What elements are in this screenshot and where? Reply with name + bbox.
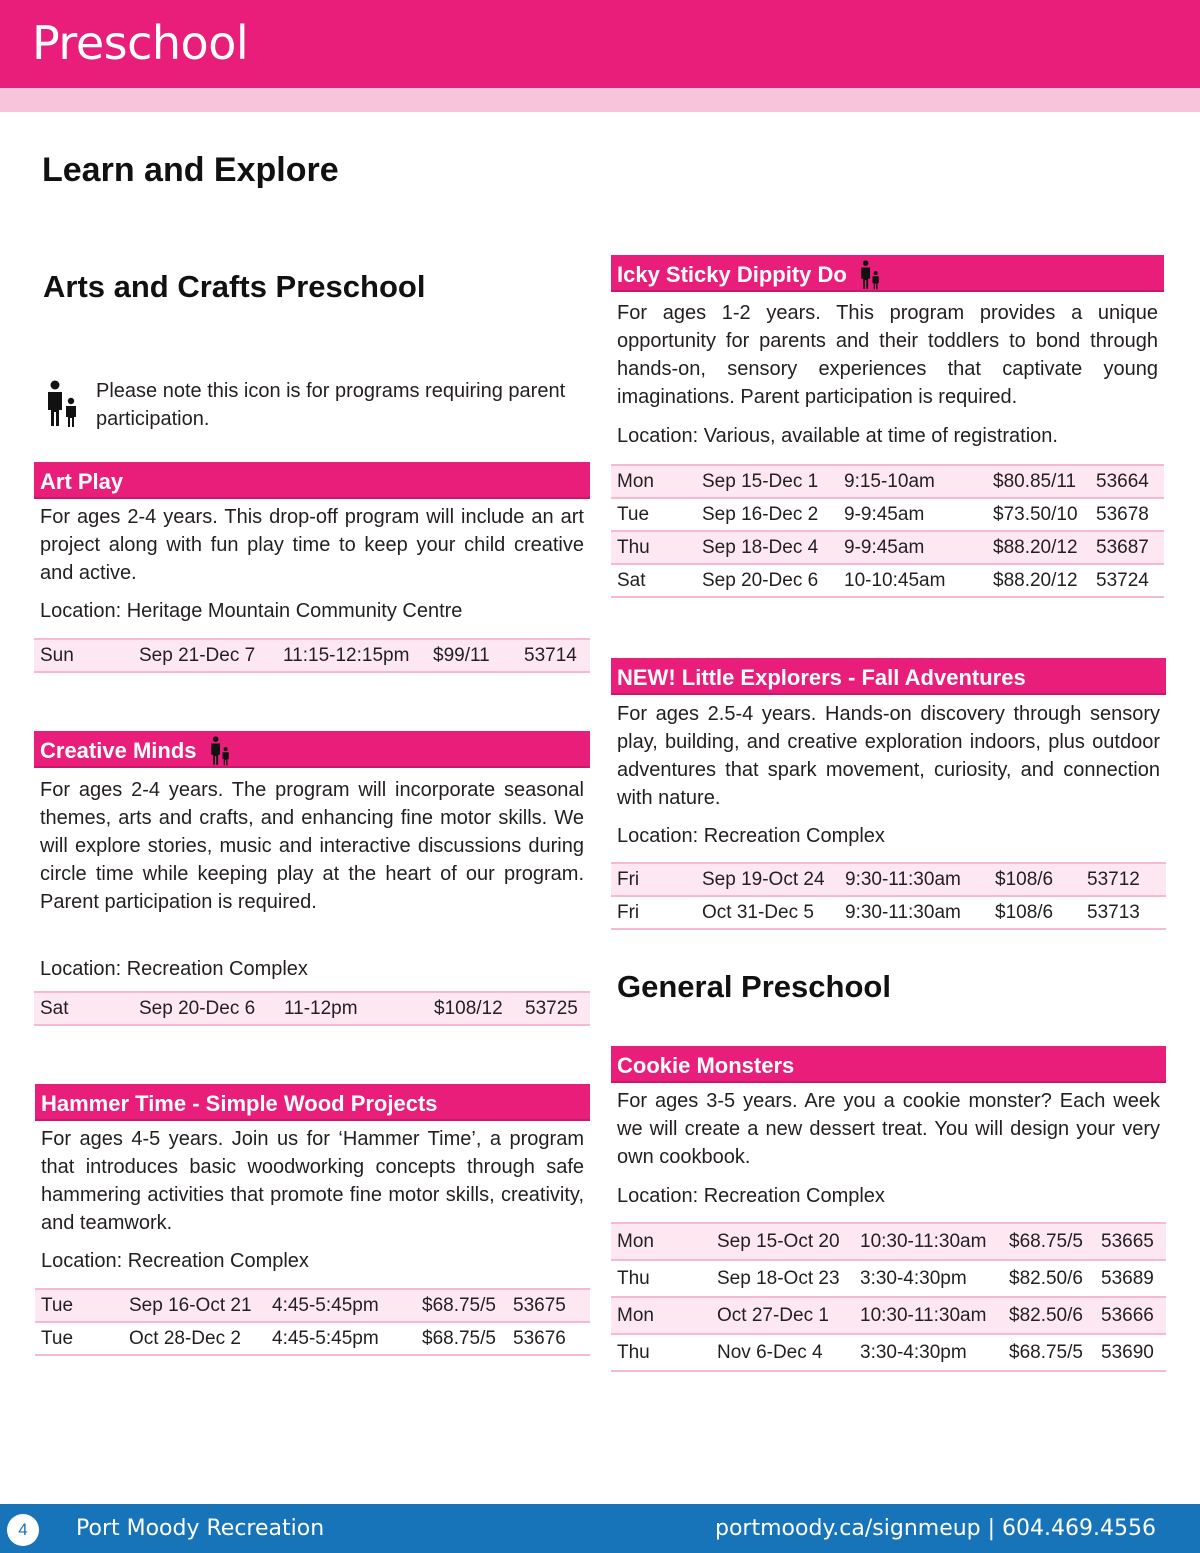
- schedule-table-icky-sticky: [611, 464, 1164, 598]
- program-location: Location: Various, available at time of registration.: [617, 425, 1058, 447]
- date-cell: Sep 18-Oct 23: [717, 1267, 840, 1289]
- price-cell: $108/6: [995, 868, 1054, 890]
- program-header-hammer-time: [35, 1084, 590, 1121]
- table-row: [611, 896, 1166, 929]
- day-cell: Thu: [617, 1341, 650, 1363]
- code-cell: 53665: [1101, 1230, 1154, 1252]
- time-cell: 3:30-4:30pm: [860, 1341, 967, 1363]
- program-title: Hammer Time - Simple Wood Projects: [41, 1091, 438, 1116]
- program-location: Location: Recreation Complex: [617, 1185, 885, 1207]
- price-cell: $108/12: [434, 997, 503, 1019]
- program-description: For ages 2.5-4 years. Hands-on discovery through sensory play, building, and creative exploration indoors, plus outdoor adventures that spark movement, curiosity, and connection with nature.: [617, 703, 1160, 809]
- date-cell: Sep 16-Oct 21: [129, 1294, 252, 1316]
- table-row: [611, 863, 1166, 896]
- price-cell: $68.75/5: [422, 1327, 496, 1349]
- price-cell: $68.75/5: [1009, 1341, 1083, 1363]
- day-cell: Mon: [617, 1230, 654, 1252]
- table-row: [611, 564, 1164, 597]
- time-cell: 3:30-4:30pm: [860, 1267, 967, 1289]
- program-title: Art Play: [40, 469, 124, 494]
- table-row: [611, 498, 1164, 531]
- schedule-table-cookie-monsters: [611, 1222, 1166, 1372]
- program-description: For ages 4-5 years. Join us for ‘Hammer Time’, a program that introduces basic woodworking concepts through safe hammering activities that promote fine motor skills, creativity, and teamwork.: [41, 1128, 584, 1234]
- program-header-little-explorers: [611, 658, 1166, 695]
- price-cell: $82.50/6: [1009, 1267, 1083, 1289]
- time-cell: 11-12pm: [284, 997, 358, 1019]
- header-strip: [0, 88, 1200, 112]
- code-cell: 53689: [1101, 1267, 1154, 1289]
- date-cell: Sep 20-Dec 6: [702, 569, 819, 591]
- program-description: For ages 3-5 years. Are you a cookie monster? Each week we will create a new dessert treat. You will design your very own cookbook.: [617, 1090, 1160, 1168]
- time-cell: 10:30-11:30am: [860, 1304, 987, 1326]
- program-header-art-play: [34, 462, 590, 499]
- day-cell: Sun: [40, 644, 74, 666]
- day-cell: Sat: [617, 569, 646, 591]
- section-title: Learn and Explore: [42, 151, 339, 189]
- table-row: [611, 1334, 1166, 1371]
- code-cell: 53712: [1087, 868, 1140, 890]
- schedule-table-art-play: [34, 638, 590, 673]
- parent-child-icon: [44, 380, 80, 428]
- parent-child-icon: [857, 260, 883, 290]
- program-header-icky-sticky: [611, 255, 1164, 292]
- table-row: [611, 531, 1164, 564]
- price-cell: $88.20/12: [993, 569, 1078, 591]
- day-cell: Thu: [617, 536, 650, 558]
- table-row: [611, 1260, 1166, 1297]
- schedule-table-little-explorers: [611, 862, 1166, 930]
- program-header-creative-minds: [34, 731, 590, 768]
- time-cell: 10:30-11:30am: [860, 1230, 987, 1252]
- time-cell: 9:15-10am: [844, 470, 935, 492]
- page-title: Preschool: [32, 16, 249, 70]
- code-cell: 53666: [1101, 1304, 1154, 1326]
- table-row: [34, 639, 590, 672]
- code-cell: 53675: [513, 1294, 566, 1316]
- price-cell: $73.50/10: [993, 503, 1078, 525]
- time-cell: 10-10:45am: [844, 569, 946, 591]
- price-cell: $68.75/5: [1009, 1230, 1083, 1252]
- code-cell: 53690: [1101, 1341, 1154, 1363]
- date-cell: Sep 18-Dec 4: [702, 536, 819, 558]
- time-cell: 4:45-5:45pm: [272, 1327, 379, 1349]
- page-number: 4: [7, 1514, 39, 1546]
- code-cell: 53676: [513, 1327, 566, 1349]
- code-cell: 53725: [525, 997, 578, 1019]
- table-row: [34, 992, 590, 1025]
- code-cell: 53713: [1087, 901, 1140, 923]
- program-title: NEW! Little Explorers - Fall Adventures: [617, 665, 1026, 690]
- day-cell: Fri: [617, 901, 640, 923]
- program-description: For ages 1-2 years. This program provides a unique opportunity for parents and their toddlers to bond through hands-on, sensory experiences that captivate young imaginations. Parent participation is required.: [617, 302, 1158, 408]
- day-cell: Fri: [617, 868, 640, 890]
- footer-contact[interactable]: portmoody.ca/signmeup | 604.469.4556: [715, 1516, 1156, 1541]
- program-location: Location: Recreation Complex: [40, 958, 308, 980]
- program-header-cookie-monsters: [611, 1046, 1166, 1083]
- day-cell: Thu: [617, 1267, 650, 1289]
- code-cell: 53714: [524, 644, 577, 666]
- parent-child-icon: [207, 736, 233, 766]
- table-row: [35, 1289, 590, 1322]
- day-cell: Mon: [617, 1304, 654, 1326]
- date-cell: Oct 31-Dec 5: [702, 901, 814, 923]
- table-row: [611, 465, 1164, 498]
- price-cell: $99/11: [433, 644, 490, 666]
- date-cell: Oct 27-Dec 1: [717, 1304, 829, 1326]
- program-description: For ages 2-4 years. This drop-off program will include an art project along with fun play time to keep your child creative and active.: [40, 506, 584, 584]
- day-cell: Sat: [40, 997, 69, 1019]
- code-cell: 53724: [1096, 569, 1149, 591]
- time-cell: 9:30-11:30am: [845, 901, 961, 923]
- header-banner: [0, 0, 1200, 88]
- date-cell: Sep 19-Oct 24: [702, 868, 825, 890]
- code-cell: 53687: [1096, 536, 1149, 558]
- code-cell: 53664: [1096, 470, 1149, 492]
- price-cell: $108/6: [995, 901, 1054, 923]
- table-row: [611, 1223, 1166, 1260]
- price-cell: $88.20/12: [993, 536, 1078, 558]
- program-title: Cookie Monsters: [617, 1053, 795, 1078]
- program-location: Location: Recreation Complex: [617, 825, 885, 847]
- day-cell: Mon: [617, 470, 654, 492]
- date-cell: Sep 15-Oct 20: [717, 1230, 840, 1252]
- code-cell: 53678: [1096, 503, 1149, 525]
- time-cell: 9:30-11:30am: [845, 868, 961, 890]
- time-cell: 4:45-5:45pm: [272, 1294, 379, 1316]
- time-cell: 9-9:45am: [844, 503, 925, 525]
- date-cell: Sep 15-Dec 1: [702, 470, 819, 492]
- price-cell: $68.75/5: [422, 1294, 496, 1316]
- table-row: [35, 1322, 590, 1355]
- schedule-table-hammer-time: [35, 1288, 590, 1356]
- date-cell: Oct 28-Dec 2: [129, 1327, 241, 1349]
- day-cell: Tue: [41, 1327, 74, 1349]
- program-title: Creative Minds: [40, 738, 197, 763]
- date-cell: Sep 21-Dec 7: [139, 644, 256, 666]
- time-cell: 9-9:45am: [844, 536, 925, 558]
- date-cell: Sep 20-Dec 6: [139, 997, 256, 1019]
- subsection-title-general: General Preschool: [617, 969, 891, 1004]
- date-cell: Nov 6-Dec 4: [717, 1341, 823, 1363]
- price-cell: $82.50/6: [1009, 1304, 1083, 1326]
- day-cell: Tue: [617, 503, 650, 525]
- table-row: [611, 1297, 1166, 1334]
- program-description: For ages 2-4 years. The program will incorporate seasonal themes, arts and crafts, and enhancing fine motor skills. We will explore stories, music and interactive discussions during circle time while keeping play at the heart of our program. Parent participation is required.: [40, 779, 584, 913]
- program-location: Location: Heritage Mountain Community Centre: [40, 600, 463, 622]
- schedule-table-creative-minds: [34, 991, 590, 1026]
- program-title: Icky Sticky Dippity Do: [617, 262, 847, 287]
- price-cell: $80.85/11: [993, 470, 1077, 492]
- day-cell: Tue: [41, 1294, 74, 1316]
- program-location: Location: Recreation Complex: [41, 1250, 309, 1272]
- subsection-title-arts: Arts and Crafts Preschool: [43, 269, 426, 304]
- time-cell: 11:15-12:15pm: [283, 644, 410, 666]
- footer-org: Port Moody Recreation: [76, 1516, 325, 1541]
- parent-note: Please note this icon is for programs requiring parent participation.: [96, 380, 566, 430]
- date-cell: Sep 16-Dec 2: [702, 503, 819, 525]
